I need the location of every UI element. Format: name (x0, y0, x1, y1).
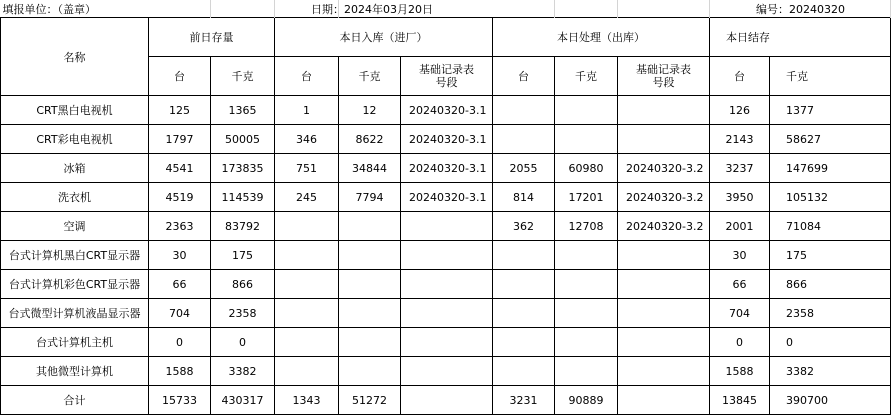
out-kg-cell[interactable]: 60980 (555, 154, 618, 183)
serial-label[interactable]: 编号：20240320 (710, 0, 891, 18)
bal-kg-cell[interactable]: 105132 (770, 183, 891, 212)
bal-units-cell[interactable]: 126 (710, 96, 770, 125)
table-row (1, 270, 891, 299)
row-name-cell[interactable]: CRT黑白电视机 (1, 96, 149, 125)
header-name[interactable]: 名称 (1, 18, 149, 96)
row-name-cell[interactable]: 其他微型计算机 (1, 357, 149, 386)
row-name-cell[interactable]: 合计 (1, 386, 149, 415)
table-row (1, 241, 891, 270)
bal-kg-cell[interactable]: 3382 (770, 357, 891, 386)
prev-units-cell[interactable]: 1797 (149, 125, 211, 154)
out-units-cell[interactable] (493, 357, 555, 386)
table-body (1, 96, 891, 415)
bal-units-cell[interactable]: 0 (710, 328, 770, 357)
meta-empty-cell[interactable] (618, 0, 710, 18)
table-row (1, 386, 891, 415)
out-kg-cell[interactable] (555, 125, 618, 154)
out-units-cell[interactable] (493, 299, 555, 328)
bal-units-cell[interactable]: 3237 (710, 154, 770, 183)
in-kg-cell[interactable] (339, 328, 401, 357)
out-record-cell[interactable] (618, 270, 710, 299)
bal-kg-cell[interactable]: 147699 (770, 154, 891, 183)
header-bal-units[interactable]: 台 (710, 57, 770, 96)
out-record-cell[interactable] (618, 241, 710, 270)
in-units-cell[interactable]: 751 (275, 154, 339, 183)
in-units-cell[interactable]: 1 (275, 96, 339, 125)
date-label[interactable]: 日期：2024年03月20日 (311, 0, 527, 18)
row-name-cell[interactable]: CRT彩电电视机 (1, 125, 149, 154)
prev-kg-cell[interactable]: 0 (211, 328, 275, 357)
header-in-kg[interactable]: 千克 (339, 57, 401, 96)
prev-kg-cell[interactable]: 175 (211, 241, 275, 270)
bal-kg-cell[interactable]: 1377 (770, 96, 891, 125)
prev-kg-cell[interactable]: 1365 (211, 96, 275, 125)
unit-label[interactable]: 填报单位：（盖章） (1, 0, 211, 18)
out-units-cell[interactable]: 362 (493, 212, 555, 241)
prev-units-cell[interactable]: 2363 (149, 212, 211, 241)
header-out-record[interactable] (618, 57, 710, 96)
row-name-cell[interactable]: 台式计算机黑白CRT显示器 (1, 241, 149, 270)
bal-kg-cell[interactable]: 71084 (770, 212, 891, 241)
in-kg-cell[interactable] (339, 270, 401, 299)
out-units-cell[interactable]: 814 (493, 183, 555, 212)
header-out-units[interactable]: 台 (493, 57, 555, 96)
prev-units-cell[interactable]: 0 (149, 328, 211, 357)
bal-units-cell[interactable]: 704 (710, 299, 770, 328)
bal-units-cell[interactable]: 3950 (710, 183, 770, 212)
in-units-cell[interactable] (275, 357, 339, 386)
in-record-cell[interactable]: 20240320-3.1 (401, 183, 493, 212)
prev-units-cell[interactable]: 66 (149, 270, 211, 299)
prev-kg-cell[interactable]: 430317 (211, 386, 275, 415)
out-kg-cell[interactable] (555, 299, 618, 328)
prev-units-cell[interactable]: 125 (149, 96, 211, 125)
out-kg-cell[interactable] (555, 357, 618, 386)
header-out-record-label: 基础记录表号段 (636, 63, 692, 89)
header-in-record-label: 基础记录表号段 (419, 63, 474, 89)
prev-units-cell[interactable]: 704 (149, 299, 211, 328)
header-in-record[interactable] (401, 57, 493, 96)
header-out-kg[interactable]: 千克 (555, 57, 618, 96)
row-name-cell[interactable]: 冰箱 (1, 154, 149, 183)
prev-units-cell[interactable]: 30 (149, 241, 211, 270)
in-record-cell[interactable] (401, 270, 493, 299)
out-record-cell[interactable]: 20240320-3.2 (618, 183, 710, 212)
header-row-groups (1, 18, 891, 57)
in-kg-cell[interactable] (339, 212, 401, 241)
header-prev-units[interactable]: 台 (149, 57, 211, 96)
bal-kg-cell[interactable]: 175 (770, 241, 891, 270)
header-processed[interactable]: 本日处理（出库） (493, 18, 710, 57)
bal-kg-cell[interactable]: 0 (770, 328, 891, 357)
table-row (1, 299, 891, 328)
table-row (1, 328, 891, 357)
in-kg-cell[interactable] (339, 357, 401, 386)
header-bal-kg[interactable]: 千克 (770, 57, 891, 96)
prev-units-cell[interactable]: 1588 (149, 357, 211, 386)
table-row (1, 125, 891, 154)
in-units-cell[interactable] (275, 270, 339, 299)
out-record-cell[interactable]: 20240320-3.2 (618, 154, 710, 183)
out-record-cell[interactable] (618, 299, 710, 328)
row-name-cell[interactable]: 洗衣机 (1, 183, 149, 212)
bal-units-cell[interactable]: 1588 (710, 357, 770, 386)
in-record-cell[interactable] (401, 212, 493, 241)
bal-units-cell[interactable]: 2143 (710, 125, 770, 154)
row-name-cell[interactable]: 空调 (1, 212, 149, 241)
header-prev-kg[interactable]: 千克 (211, 57, 275, 96)
table-row (1, 183, 891, 212)
prev-units-cell[interactable]: 4519 (149, 183, 211, 212)
bal-units-cell[interactable]: 30 (710, 241, 770, 270)
out-kg-cell[interactable] (555, 270, 618, 299)
in-record-cell[interactable] (401, 241, 493, 270)
out-units-cell[interactable]: 2055 (493, 154, 555, 183)
meta-empty-cell[interactable] (211, 0, 275, 18)
out-record-cell[interactable] (618, 96, 710, 125)
in-units-cell[interactable]: 245 (275, 183, 339, 212)
table-row (1, 212, 891, 241)
in-units-cell[interactable] (275, 299, 339, 328)
out-units-cell[interactable] (493, 270, 555, 299)
in-kg-cell[interactable]: 7794 (339, 183, 401, 212)
row-name-cell[interactable]: 台式计算机彩色CRT显示器 (1, 270, 149, 299)
table-row (1, 96, 891, 125)
in-units-cell[interactable] (275, 212, 339, 241)
in-kg-cell[interactable]: 8622 (339, 125, 401, 154)
out-record-cell[interactable] (618, 125, 710, 154)
out-record-cell[interactable] (618, 386, 710, 415)
out-units-cell[interactable] (493, 125, 555, 154)
prev-kg-cell[interactable]: 50005 (211, 125, 275, 154)
out-units-cell[interactable] (493, 96, 555, 125)
header-inbound[interactable]: 本日入库（进厂） (275, 18, 493, 57)
in-kg-cell[interactable]: 34844 (339, 154, 401, 183)
prev-kg-cell[interactable]: 173835 (211, 154, 275, 183)
row-name-cell[interactable]: 台式微型计算机液晶显示器 (1, 299, 149, 328)
bal-kg-cell[interactable]: 390700 (770, 386, 891, 415)
in-record-cell[interactable] (401, 357, 493, 386)
prev-units-cell[interactable]: 4541 (149, 154, 211, 183)
in-kg-cell[interactable] (339, 299, 401, 328)
bal-units-cell[interactable]: 13845 (710, 386, 770, 415)
prev-kg-cell[interactable]: 83792 (211, 212, 275, 241)
out-kg-cell[interactable]: 17201 (555, 183, 618, 212)
in-kg-cell[interactable] (339, 241, 401, 270)
out-record-cell[interactable] (618, 357, 710, 386)
bal-units-cell[interactable]: 2001 (710, 212, 770, 241)
header-balance[interactable]: 本日结存 (710, 18, 891, 57)
row-name-cell[interactable]: 台式计算机主机 (1, 328, 149, 357)
out-record-cell[interactable] (618, 328, 710, 357)
out-kg-cell[interactable] (555, 96, 618, 125)
in-record-cell[interactable]: 20240320-3.1 (401, 96, 493, 125)
out-kg-cell[interactable]: 12708 (555, 212, 618, 241)
in-record-cell[interactable] (401, 386, 493, 415)
in-units-cell[interactable] (275, 241, 339, 270)
out-kg-cell[interactable] (555, 241, 618, 270)
in-record-cell[interactable]: 20240320-3.1 (401, 125, 493, 154)
bal-kg-cell[interactable]: 58627 (770, 125, 891, 154)
in-kg-cell[interactable]: 51272 (339, 386, 401, 415)
out-kg-cell[interactable] (555, 328, 618, 357)
prev-kg-cell[interactable]: 2358 (211, 299, 275, 328)
prev-kg-cell[interactable]: 3382 (211, 357, 275, 386)
bal-kg-cell[interactable]: 866 (770, 270, 891, 299)
bal-units-cell[interactable]: 66 (710, 270, 770, 299)
out-units-cell[interactable] (493, 241, 555, 270)
header-prev-stock[interactable]: 前日存量 (149, 18, 275, 57)
in-units-cell[interactable]: 346 (275, 125, 339, 154)
in-units-cell[interactable] (275, 328, 339, 357)
in-kg-cell[interactable]: 12 (339, 96, 401, 125)
prev-kg-cell[interactable]: 866 (211, 270, 275, 299)
table-row (1, 357, 891, 386)
bal-kg-cell[interactable]: 2358 (770, 299, 891, 328)
in-record-cell[interactable] (401, 299, 493, 328)
out-units-cell[interactable]: 3231 (493, 386, 555, 415)
meta-empty-cell[interactable] (555, 0, 618, 18)
prev-kg-cell[interactable]: 114539 (211, 183, 275, 212)
in-record-cell[interactable] (401, 328, 493, 357)
prev-units-cell[interactable]: 15733 (149, 386, 211, 415)
table-row (1, 154, 891, 183)
out-kg-cell[interactable]: 90889 (555, 386, 618, 415)
in-record-cell[interactable]: 20240320-3.1 (401, 154, 493, 183)
out-record-cell[interactable]: 20240320-3.2 (618, 212, 710, 241)
in-units-cell[interactable]: 1343 (275, 386, 339, 415)
meta-row (1, 0, 891, 18)
out-units-cell[interactable] (493, 328, 555, 357)
header-in-units[interactable]: 台 (275, 57, 339, 96)
